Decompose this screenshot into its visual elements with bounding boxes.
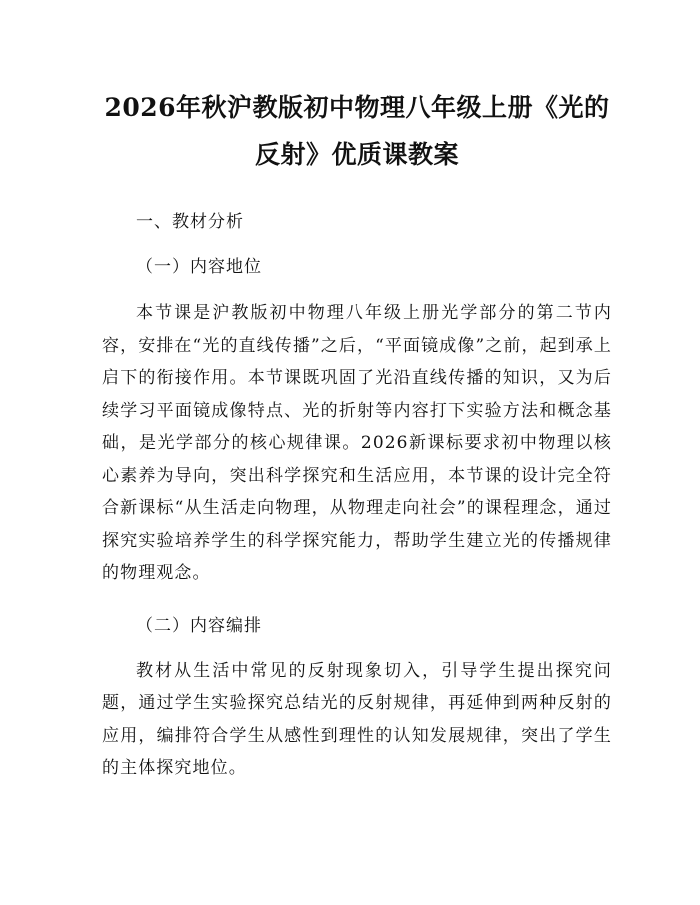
paragraph-content-position: 本节课是沪教版初中物理八年级上册光学部分的第二节内容，安排在“光的直线传播”之后，“平面镜成像”之前，起到承上启下的衔接作用。本节课既巩固了光沿直线传播的知识，又为后续学习平面镜成像特点、光的折射等内容打下实验方法和概念基础，是光学部分的核心规律课。2026新课标要求初中物理以核心素养为导向，突出科学探究和生活应用，本节课的设计完全符合新课标“从生活走向物理，从物理走向社会”的课程理念，通过探究实验培养学生的科学探究能力，帮助学生建立光的传播规律的物理观念。 [102, 303, 612, 583]
subsection-heading-content-arrangement: （二）内容编排 [136, 615, 262, 636]
subsection-heading-content-position: （一）内容地位 [136, 257, 262, 277]
paragraph-content-arrangement: 教材从生活中常见的反射现象切入，引导学生提出探究问题，通过学生实验探究总结光的反射规律，再延伸到两种反射的应用，编排符合学生从感性到理性的认知发展规律，突出了学生的主体探究地位。 [102, 660, 612, 778]
document-title: 2026年秋沪教版初中物理八年级上册《光的反射》优质课教案 [104, 93, 610, 169]
section-heading-textbook-analysis: 一、教材分析 [136, 212, 244, 232]
